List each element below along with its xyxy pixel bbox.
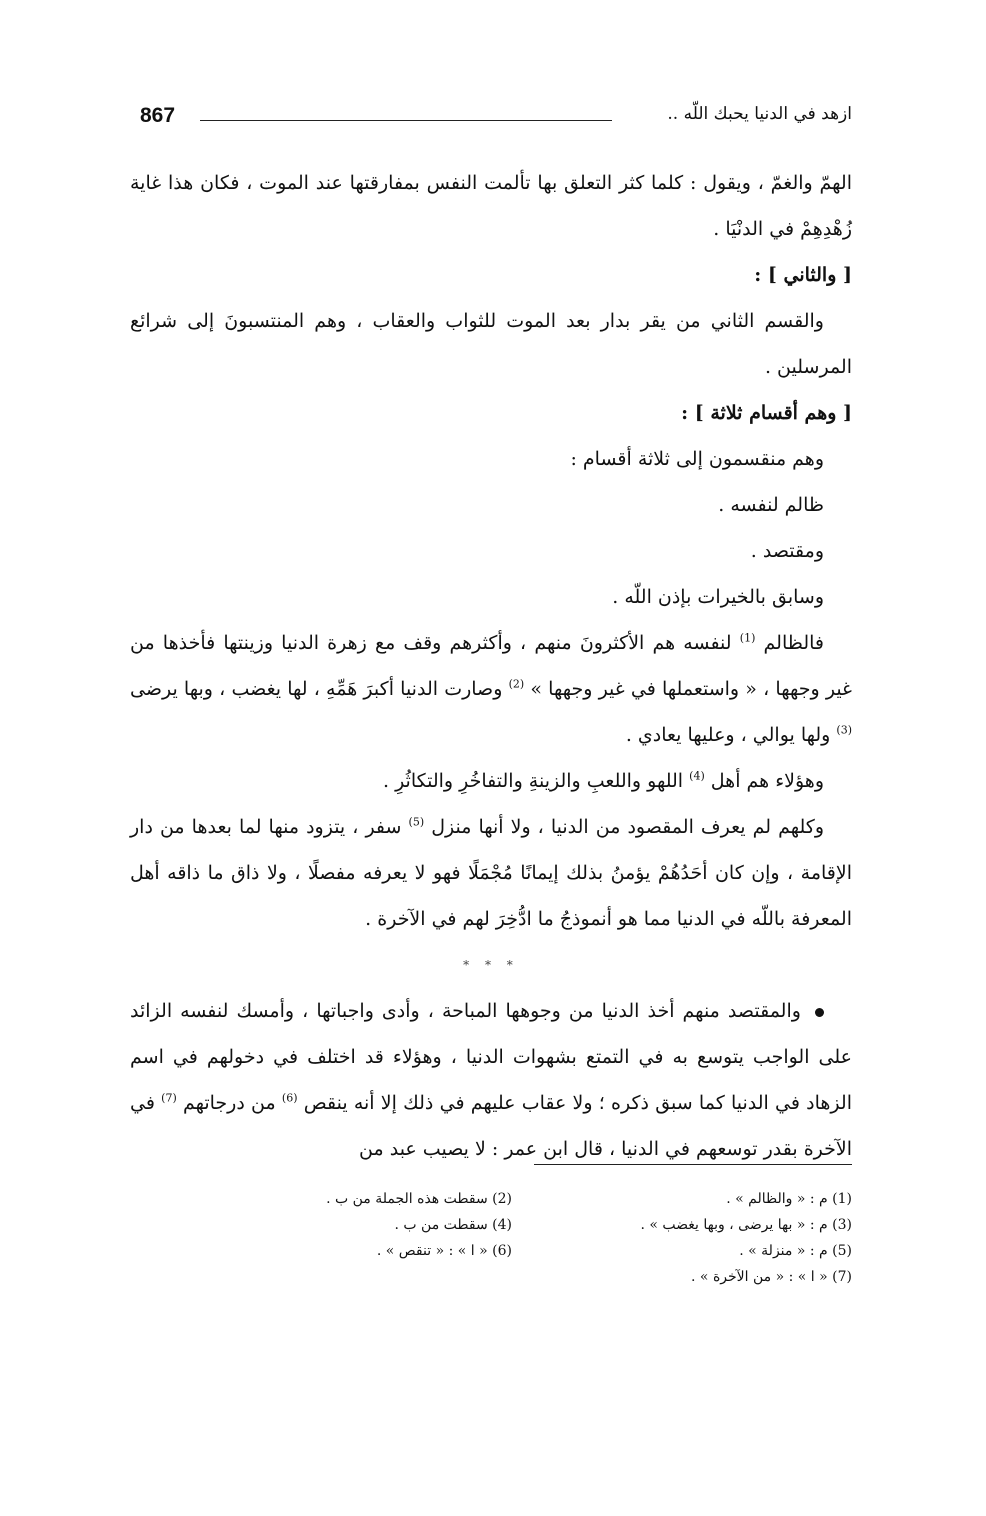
paragraph: الهمّ والغمّ ، ويقول : كلما كثر التعلق بها تألمت النفس بمفارقتها عند الموت ، فكان هذا غاية زُهْدِهِمْ في الدنْيَا . xyxy=(130,172,852,240)
page-header xyxy=(140,100,852,140)
paragraph xyxy=(130,758,852,804)
footnote-rule xyxy=(534,1164,852,1165)
footnote-ref[interactable]: (2) xyxy=(508,677,525,691)
text-run: وصارت الدنيا أكبرَ هَمِّهِ ، لها يغضب ، وبها يرضى xyxy=(130,678,503,700)
running-title: ازهد في الدنيا يحبك اللّه .. xyxy=(667,104,852,124)
bullet-icon xyxy=(815,1008,824,1017)
text-run: في الآخرة بقدر توسعهم في الدنيا ، قال ابن عمر : لا يصيب عبد من xyxy=(130,1092,852,1160)
footnote-row xyxy=(130,1212,852,1238)
text-run: لنفسه هم الأكثرونَ منهم ، وأكثرهم وقف مع زهرة الدنيا وزينتها فأخذها من غير وجهها ، « واستعملها في غير وجهها » xyxy=(130,632,852,700)
paragraph: والقسم الثاني من يقر بدار بعد الموت للثواب والعقاب ، وهم المنتسبونَ إلى شرائع المرسلين . xyxy=(130,310,852,378)
footnote: (3) م : « بها يرضى ، وبها يغضب » . xyxy=(640,1217,852,1233)
footnote: (1) م : « والظالم » . xyxy=(726,1191,852,1207)
text-run: وهؤلاء هم أهل xyxy=(710,770,824,792)
footnote-row xyxy=(130,1264,852,1290)
footnote-ref[interactable]: (6) xyxy=(281,1091,298,1105)
footnote-ref[interactable]: (3) xyxy=(836,723,852,737)
text-run: وكلهم لم يعرف المقصود من الدنيا ، ولا أنها منزل xyxy=(431,816,824,838)
text-run: والمقتصد منهم أخذ الدنيا من وجوهها المباحة ، وأدى واجباتها ، وأمسك لنفسه الزائد على الواجب يتوسع به في التمتع بشهوات الدنيا ، وهؤلاء قد اختلف في دخولهم في اسم الزهاد في الدنيا كما سبق ذكره ؛ ولا عقاب عليهم في ذلك إلا أنه ينقص xyxy=(130,1000,852,1114)
list-item: وهم منقسمون إلى ثلاثة أقسام : xyxy=(570,448,824,470)
footnote-row xyxy=(130,1186,852,1212)
footnote: (2) سقطت هذه الجملة من ب . xyxy=(326,1191,512,1207)
text-run: ولها يوالي ، وعليها يعادي . xyxy=(625,724,831,746)
paragraph xyxy=(130,988,852,1172)
section-heading: [ والثاني ] : xyxy=(754,264,852,286)
section-divider-stars: * * * xyxy=(463,958,519,972)
paragraph xyxy=(130,620,852,758)
list-item: وسابق بالخيرات بإذن اللّه . xyxy=(612,586,824,608)
footnote: (6) « ا » : « تنقص » . xyxy=(376,1243,512,1259)
paragraph xyxy=(130,804,852,942)
text-run: اللهو واللعبِ والزينةِ والتفاخُرِ والتكاثُرِ . xyxy=(382,770,684,792)
page-number: 867 xyxy=(140,104,176,127)
footnote-ref[interactable]: (5) xyxy=(408,815,425,829)
footnote-ref[interactable]: (4) xyxy=(689,769,705,783)
footnote-ref[interactable]: (1) xyxy=(739,631,756,645)
footnote: (7) « ا » : « من الآخرة » . xyxy=(691,1269,852,1285)
footnote: (5) م : « منزلة » . xyxy=(739,1243,852,1259)
text-run: سفر ، يتزود منها لما بعدها من دار الإقامة ، وإن كان أحَدُهُمْ يؤمنُ بذلك إيمانًا مُجْمَلًا فهو لا يعرفه مفصلًا ، ولا ذاق ما ذاقه أهل المعرفة باللّه في الدنيا مما هو أنموذجُ ما ادُّخِرَ لهم في الآخرة . xyxy=(130,816,852,930)
footnotes xyxy=(130,1186,852,1290)
header-rule xyxy=(200,120,612,121)
footnote xyxy=(172,1264,512,1290)
text-run: من درجاتهم xyxy=(182,1092,276,1114)
list-item: ظالم لنفسه . xyxy=(718,494,824,516)
list-item: ومقتصد . xyxy=(750,540,824,562)
text-run: فالظالم xyxy=(763,632,825,654)
footnote: (4) سقطت من ب . xyxy=(394,1217,512,1233)
main-text xyxy=(130,160,852,1172)
section-heading: [ وهم أقسام ثلاثة ] : xyxy=(681,402,852,424)
footnote-ref[interactable]: (7) xyxy=(161,1091,177,1105)
footnote-row xyxy=(130,1238,852,1264)
